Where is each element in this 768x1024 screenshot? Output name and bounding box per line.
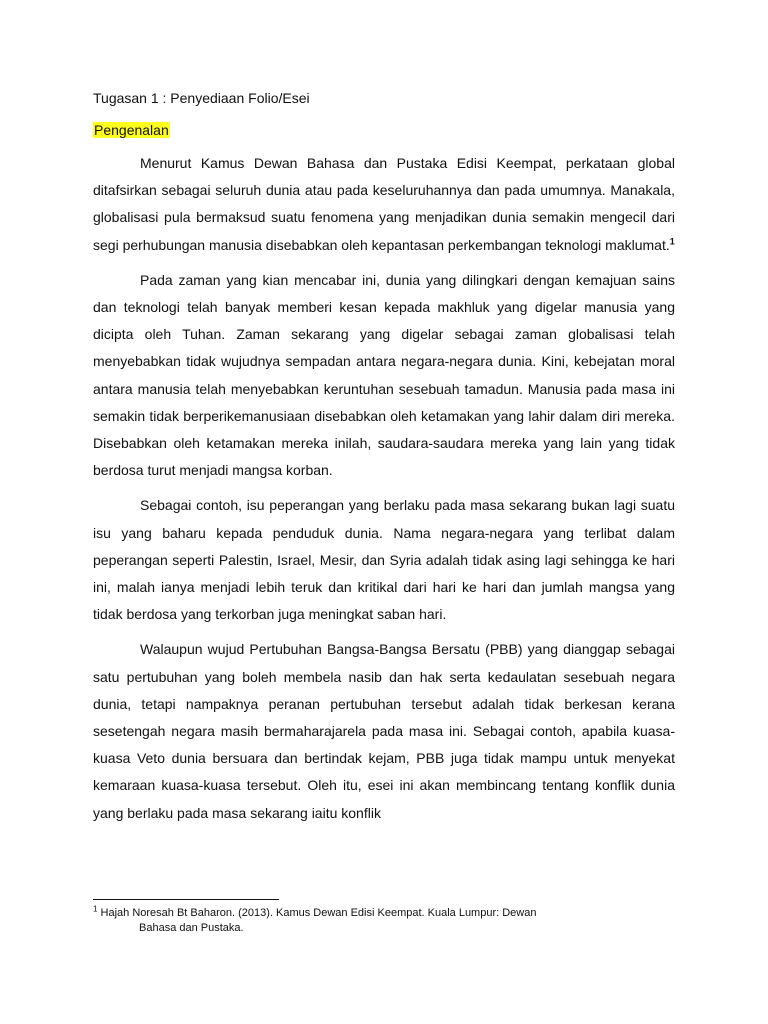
section-heading bbox=[93, 120, 675, 140]
section-heading-highlight: Pengenalan bbox=[94, 122, 169, 138]
footnote-reference[interactable]: 1 bbox=[669, 235, 675, 246]
paragraph-3: Sebagai contoh, isu peperangan yang berlaku pada masa sekarang bukan lagi suatu isu yang baharu kepada penduduk dunia. Nama negara-negara yang terlibat dalam peperangan seperti Palestin, Israel, Mesir, dan Syria adalah tidak asing lagi sehingga ke hari ini, malah ianya menjadi lebih teruk dan kritikal dari hari ke hari dan jumlah mangsa yang tidak berdosa yang terkorban juga meningkat saban hari. bbox=[93, 497, 675, 623]
paragraph-2: Pada zaman yang kian mencabar ini, dunia yang dilingkari dengan kemajuan sains dan teknologi telah banyak memberi kesan kepada makhluk yang digelar manusia yang dicipta oleh Tuhan. Zaman sekarang yang digelar sebagai zaman globalisasi telah menyebabkan tidak wujudnya sempadan antara negara-negara dunia. Kini, kebejatan moral antara manusia telah menyebabkan keruntuhan sesebuah tamadun. Manusia pada masa ini semakin tidak berperikemanusiaan disebabkan oleh ketamakan yang lahir dalam diri mereka. Disebabkan oleh ketamakan mereka inilah, saudara-saudara mereka yang lain yang tidak berdosa turut menjadi mangsa korban. bbox=[93, 271, 675, 479]
paragraph-4: Walaupun wujud Pertubuhan Bangsa-Bangsa Bersatu (PBB) yang dianggap sebagai satu pertubuhan yang boleh membela nasib dan hak serta kedaulatan sesebuah negara dunia, tetapi nampaknya peranan pertubuhan tersebut adalah tidak berkesan kerana sesetengah negara masih bermaharajarela pada masa ini. Sebagai contoh, apabila kuasa-kuasa Veto dunia bersuara dan bertindak kejam, PBB juga tidak mampu untuk menyekat kemaraan kuasa-kuasa tersebut. Oleh itu, esei ini akan membincang tentang konflik dunia yang berlaku pada masa sekarang iaitu konflik bbox=[93, 641, 675, 821]
footnote-separator bbox=[93, 899, 279, 900]
footnote bbox=[93, 906, 653, 936]
footnote-line-1: Hajah Noresah Bt Baharon. (2013). Kamus Dewan Edisi Keempat. Kuala Lumpur: Dewan bbox=[100, 907, 537, 919]
document-body bbox=[93, 88, 675, 827]
document-title: Tugasan 1 : Penyediaan Folio/Esei bbox=[93, 90, 310, 106]
paragraph-1 bbox=[93, 150, 675, 259]
footnote-marker: 1 bbox=[93, 904, 98, 914]
footnote-line-2: Bahasa dan Pustaka. bbox=[139, 922, 244, 934]
paragraph-1-text: Menurut Kamus Dewan Bahasa dan Pustaka Edisi Keempat, perkataan global ditafsirkan sebagai seluruh dunia atau pada keseluruhannya dan pada umumnya. Manakala, globalisasi pula bermaksud suatu fenomena yang menjadikan dunia semakin mengecil dari segi perhubungan manusia disebabkan oleh kepantasan perkembangan teknologi maklumat. bbox=[93, 155, 675, 253]
